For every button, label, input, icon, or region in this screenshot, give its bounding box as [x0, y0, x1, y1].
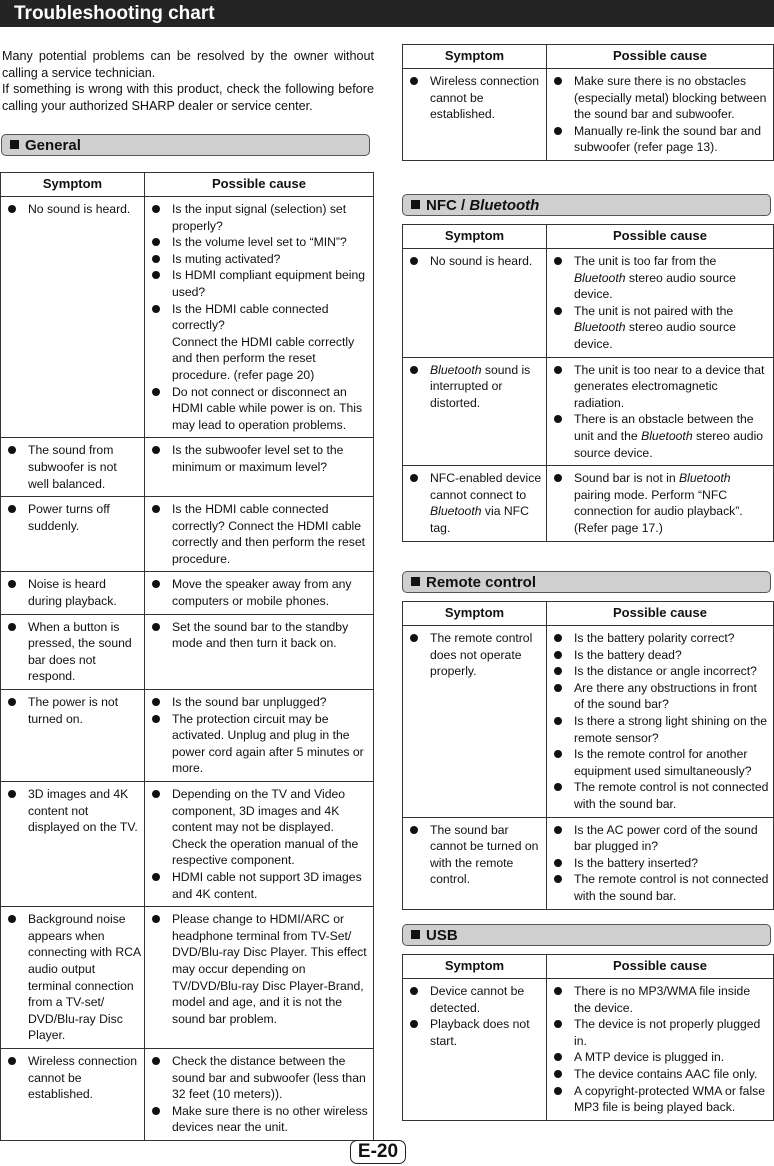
cause-item: The remote control is not connected with the sound bar. [552, 779, 770, 812]
cause-item: A MTP device is plugged in. [552, 1049, 770, 1066]
square-bullet-icon [10, 140, 19, 149]
table-header-row [403, 45, 774, 69]
symptom-item: Wireless connection cannot be established. [408, 73, 543, 123]
cause-header: Possible cause [547, 955, 774, 979]
cause-item: A copyright-protected WMA or false MP3 file is being played back. [552, 1083, 770, 1116]
cause-item: Is muting activated? [150, 251, 370, 268]
cause-text: The unit is too far from the [574, 254, 717, 268]
cause-item: Is the battery inserted? [552, 855, 770, 872]
cause-item: Move the speaker away from any computers or mobile phones. [150, 576, 370, 609]
symptom-header: Symptom [403, 602, 547, 626]
symptom-item: When a button is pressed, the sound bar does not respond. [6, 619, 141, 685]
symptom-cell [1, 438, 145, 497]
table-header-row [1, 173, 374, 197]
cause-item: Is the input signal (selection) set properly? [150, 201, 370, 234]
section-general [1, 134, 370, 156]
symptom-text: sound is interrupted or distorted. [430, 362, 531, 410]
table-row [1, 690, 374, 782]
symptom-header: Symptom [403, 955, 547, 979]
cause-item: Check the distance between the sound bar and subwoofer (less than 32 feet (10 meters)). [150, 1053, 370, 1103]
table-row [1, 782, 374, 907]
cause-text: There is an obstacle between the unit and the [574, 412, 754, 443]
cause-cell [145, 572, 374, 614]
symptom-cell [1, 690, 145, 782]
table-row [1, 438, 374, 497]
symptom-cell [1, 782, 145, 907]
cause-item: Do not connect or disconnect an HDMI cable while power is on. This may lead to operation problems. [150, 384, 370, 434]
cause-subtext: Connect the HDMI cable correctly and then perform the reset procedure. (refer page 20) [172, 334, 355, 382]
cause-item: Is the remote control for another equipment used simultaneously? [552, 746, 770, 779]
cause-cell [547, 979, 774, 1121]
table-row [1, 1048, 374, 1140]
section-general-title: General [25, 137, 81, 154]
cause-item: The unit is too near to a device that generates electromagnetic radiation. [552, 362, 770, 412]
cause-item [552, 411, 770, 461]
symptom-text: NFC-enabled device cannot connect to [430, 471, 542, 502]
cause-cell [145, 782, 374, 907]
remote-control-table [402, 601, 774, 910]
cause-cell [145, 1048, 374, 1140]
cause-item: Depending on the TV and Video component, 3D images and 4K content may not be displayed. Check the operation manual of the respective component. [150, 786, 370, 869]
cause-cell [547, 817, 774, 909]
cause-cell [145, 197, 374, 438]
cause-text: The unit is not paired with the [574, 303, 734, 318]
cause-item: Is the battery dead? [552, 647, 770, 664]
table-header-row [403, 602, 774, 626]
cause-cell [547, 69, 774, 161]
symptom-cell [403, 817, 547, 909]
table-header-row [403, 225, 774, 249]
symptom-item: Playback does not start. [408, 1016, 543, 1049]
table-row [403, 466, 774, 541]
cause-item [552, 253, 770, 303]
symptom-cell [403, 69, 547, 161]
section-usb [402, 924, 771, 946]
section-nfc-title: NFC / [426, 197, 470, 214]
symptom-header: Symptom [1, 173, 145, 197]
page-title: Troubleshooting chart [0, 0, 774, 27]
general-table-continued [402, 44, 774, 161]
square-bullet-icon [411, 200, 420, 209]
nfc-bluetooth-table [402, 224, 774, 542]
cause-item: Make sure there is no other wireless devices near the unit. [150, 1103, 370, 1136]
symptom-header: Symptom [403, 45, 547, 69]
symptom-cell [403, 979, 547, 1121]
symptom-item [408, 470, 543, 536]
cause-text-italic: Bluetooth [574, 320, 626, 335]
cause-text: stereo audio source device. [574, 428, 764, 460]
cause-cell [547, 466, 774, 541]
cause-cell [547, 357, 774, 466]
cause-item [552, 303, 770, 353]
symptom-cell [403, 357, 547, 466]
symptom-cell [1, 1048, 145, 1140]
table-row [1, 497, 374, 572]
symptom-cell [1, 497, 145, 572]
square-bullet-icon [411, 930, 420, 939]
cause-item: The protection circuit may be activated. Unplug and plug in the power cord again after 5 minutes or more. [150, 711, 370, 777]
cause-item: Manually re-link the sound bar and subwoofer (refer page 13). [552, 123, 770, 156]
cause-item: The remote control is not connected with the sound bar. [552, 871, 770, 904]
intro-text [2, 48, 374, 114]
section-nfc-bluetooth [402, 194, 771, 216]
cause-item: Is the battery polarity correct? [552, 630, 770, 647]
usb-table [402, 954, 774, 1121]
symptom-item: Power turns off suddenly. [6, 501, 141, 534]
symptom-item: 3D images and 4K content not displayed on the TV. [6, 786, 141, 836]
intro-paragraph-2: If something is wrong with this product, check the following before calling your authorized SHARP dealer or service center. [2, 82, 374, 113]
cause-item: Is the sound bar unplugged? [150, 694, 370, 711]
section-remote-control [402, 571, 771, 593]
cause-cell [547, 249, 774, 358]
cause-item: Is there a strong light shining on the remote sensor? [552, 713, 770, 746]
table-row [403, 626, 774, 818]
cause-text: pairing mode. Perform “NFC connection for audio playback”. (Refer page 17.) [574, 487, 743, 535]
cause-text-italic: Bluetooth [574, 270, 626, 285]
symptom-text-italic: Bluetooth [430, 504, 482, 519]
section-usb-title: USB [426, 927, 458, 944]
section-remote-title: Remote control [426, 574, 537, 591]
intro-paragraph-1: Many potential problems can be resolved by the owner without calling a service technician. [2, 49, 374, 80]
symptom-header: Symptom [403, 225, 547, 249]
section-bluetooth-title: Bluetooth [469, 197, 540, 214]
square-bullet-icon [411, 577, 420, 586]
symptom-cell [403, 466, 547, 541]
table-row [403, 979, 774, 1121]
cause-item: Is the HDMI cable connected correctly? Connect the HDMI cable correctly and then perform the reset procedure. [150, 501, 370, 567]
symptom-item: The remote control does not operate properly. [408, 630, 543, 680]
symptom-cell [1, 614, 145, 689]
general-table [0, 172, 374, 1141]
symptom-item: Device cannot be detected. [408, 983, 543, 1016]
cause-header: Possible cause [145, 173, 374, 197]
cause-text-italic: Bluetooth [679, 471, 731, 486]
cause-item: There is no MP3/WMA file inside the device. [552, 983, 770, 1016]
cause-item: Is the distance or angle incorrect? [552, 663, 770, 680]
cause-cell [547, 626, 774, 818]
symptom-item [408, 362, 543, 412]
symptom-cell [403, 626, 547, 818]
cause-item: Are there any obstructions in front of the sound bar? [552, 680, 770, 713]
symptom-item: The sound bar cannot be turned on with the remote control. [408, 822, 543, 888]
cause-header: Possible cause [547, 602, 774, 626]
cause-item [552, 470, 770, 536]
table-row [1, 907, 374, 1049]
symptom-item: Background noise appears when connecting with RCA audio output terminal connection from a TV-set/ DVD/Blu-ray Disc Player. [6, 911, 141, 1044]
cause-cell [145, 907, 374, 1049]
cause-cell [145, 690, 374, 782]
table-row [403, 817, 774, 909]
symptom-item: The power is not turned on. [6, 694, 141, 727]
symptom-item: No sound is heard. [408, 253, 543, 270]
table-row [1, 614, 374, 689]
cause-text: stereo audio source device. [574, 320, 736, 351]
table-row [403, 357, 774, 466]
cause-item: The device contains AAC file only. [552, 1066, 770, 1083]
table-header-row [403, 955, 774, 979]
cause-header: Possible cause [547, 45, 774, 69]
cause-item: The device is not properly plugged in. [552, 1016, 770, 1049]
symptom-item: No sound is heard. [6, 201, 141, 218]
table-row [1, 572, 374, 614]
table-row [403, 69, 774, 161]
symptom-text: via NFC tag. [430, 504, 529, 535]
cause-text-italic: Bluetooth [641, 428, 693, 443]
table-row [403, 249, 774, 358]
symptom-item: Wireless connection cannot be established. [6, 1053, 141, 1103]
symptom-item: The sound from subwoofer is not well balanced. [6, 442, 141, 492]
symptom-cell [403, 249, 547, 358]
cause-item: Set the sound bar to the standby mode and then turn it back on. [150, 619, 370, 652]
cause-item: HDMI cable not support 3D images and 4K content. [150, 869, 370, 902]
cause-item: Is the volume level set to “MIN”? [150, 234, 370, 251]
symptom-cell [1, 907, 145, 1049]
symptom-cell [1, 572, 145, 614]
table-row [1, 197, 374, 438]
cause-item: Is the subwoofer level set to the minimum or maximum level? [150, 442, 370, 475]
cause-item [150, 301, 370, 384]
cause-cell [145, 614, 374, 689]
cause-text: stereo audio source device. [574, 270, 736, 302]
cause-item: Make sure there is no obstacles (especially metal) blocking between the sound bar and subwoofer. [552, 73, 770, 123]
cause-item: Is HDMI compliant equipment being used? [150, 267, 370, 300]
cause-item: Is the AC power cord of the sound bar plugged in? [552, 822, 770, 855]
symptom-text-italic: Bluetooth [430, 362, 482, 377]
page-number: E-20 [350, 1140, 406, 1164]
cause-header: Possible cause [547, 225, 774, 249]
cause-item: Please change to HDMI/ARC or headphone terminal from TV-Set/ DVD/Blu-ray Disc Player. This effect may occur depending on TV/DVD/Blu-ray Disc Player-Brand, model and age, and it is not the sound bar problem. [150, 911, 370, 1027]
cause-cell [145, 438, 374, 497]
cause-cell [145, 497, 374, 572]
cause-text: Is the HDMI cable connected correctly? [172, 301, 329, 333]
symptom-cell [1, 197, 145, 438]
cause-text: Sound bar is not in [574, 471, 680, 486]
symptom-item: Noise is heard during playback. [6, 576, 141, 609]
